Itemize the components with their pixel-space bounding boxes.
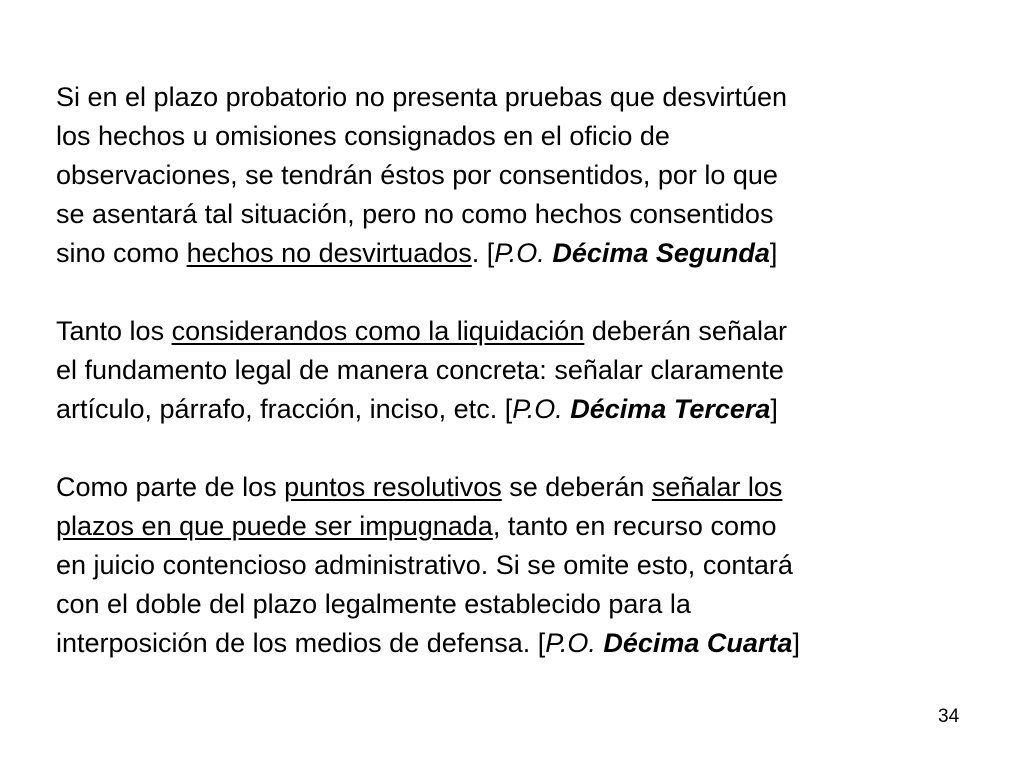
text-line bbox=[56, 234, 986, 273]
underlined-phrase: plazos en que puede ser impugnada bbox=[56, 511, 493, 541]
paragraph-plazo-probatorio bbox=[56, 78, 986, 273]
reference-abbrev: P.O. bbox=[512, 394, 563, 424]
reference-title: Décima Segunda bbox=[552, 238, 770, 268]
reference-abbrev: P.O. bbox=[494, 238, 545, 268]
text-segment: deberán señalar bbox=[584, 316, 787, 346]
text-line: los hechos u omisiones consignados en el oficio de bbox=[56, 121, 670, 151]
text-line: el fundamento legal de manera concreta: señalar claramente bbox=[56, 355, 784, 385]
reference-abbrev: P.O. bbox=[545, 628, 596, 658]
text-line bbox=[56, 390, 986, 429]
reference-title: Décima Tercera bbox=[570, 394, 771, 424]
text-line bbox=[56, 624, 986, 663]
text-segment: interposición de los medios de defensa. [ bbox=[56, 628, 546, 658]
slide-body bbox=[56, 78, 986, 663]
text-segment: sino como bbox=[56, 238, 187, 268]
text-line: Si en el plazo probatorio no presenta pruebas que desvirtúen bbox=[56, 82, 787, 112]
text-segment: . [ bbox=[471, 238, 495, 268]
underlined-phrase: puntos resolutivos bbox=[284, 472, 502, 502]
text-segment: Como parte de los bbox=[56, 472, 285, 502]
underlined-phrase: hechos no desvirtuados bbox=[186, 238, 472, 268]
underlined-phrase: considerandos como la liquidación bbox=[171, 316, 585, 346]
text-line bbox=[56, 507, 986, 546]
text-segment: se deberán bbox=[501, 472, 652, 502]
paragraph-considerandos bbox=[56, 312, 986, 429]
page-number: 34 bbox=[938, 706, 960, 727]
text-line: con el doble del plazo legalmente establecido para la bbox=[56, 589, 691, 619]
text-segment: ] bbox=[792, 628, 800, 658]
text-line: se asentará tal situación, pero no como hechos consentidos bbox=[56, 199, 774, 229]
text-line: observaciones, se tendrán éstos por consentidos, por lo que bbox=[56, 160, 778, 190]
text-line bbox=[56, 312, 986, 351]
text-line bbox=[56, 468, 986, 507]
text-segment: Tanto los bbox=[56, 316, 172, 346]
text-segment: ] bbox=[770, 394, 778, 424]
text-segment: , tanto en recurso como bbox=[492, 511, 777, 541]
underlined-phrase: señalar los bbox=[651, 472, 783, 502]
paragraph-puntos-resolutivos bbox=[56, 468, 986, 663]
text-segment: artículo, párrafo, fracción, inciso, etc. [ bbox=[56, 394, 513, 424]
text-segment: ] bbox=[769, 238, 778, 268]
text-line: en juicio contencioso administrativo. Si se omite esto, contará bbox=[56, 550, 793, 580]
reference-title: Décima Cuarta bbox=[603, 628, 793, 658]
